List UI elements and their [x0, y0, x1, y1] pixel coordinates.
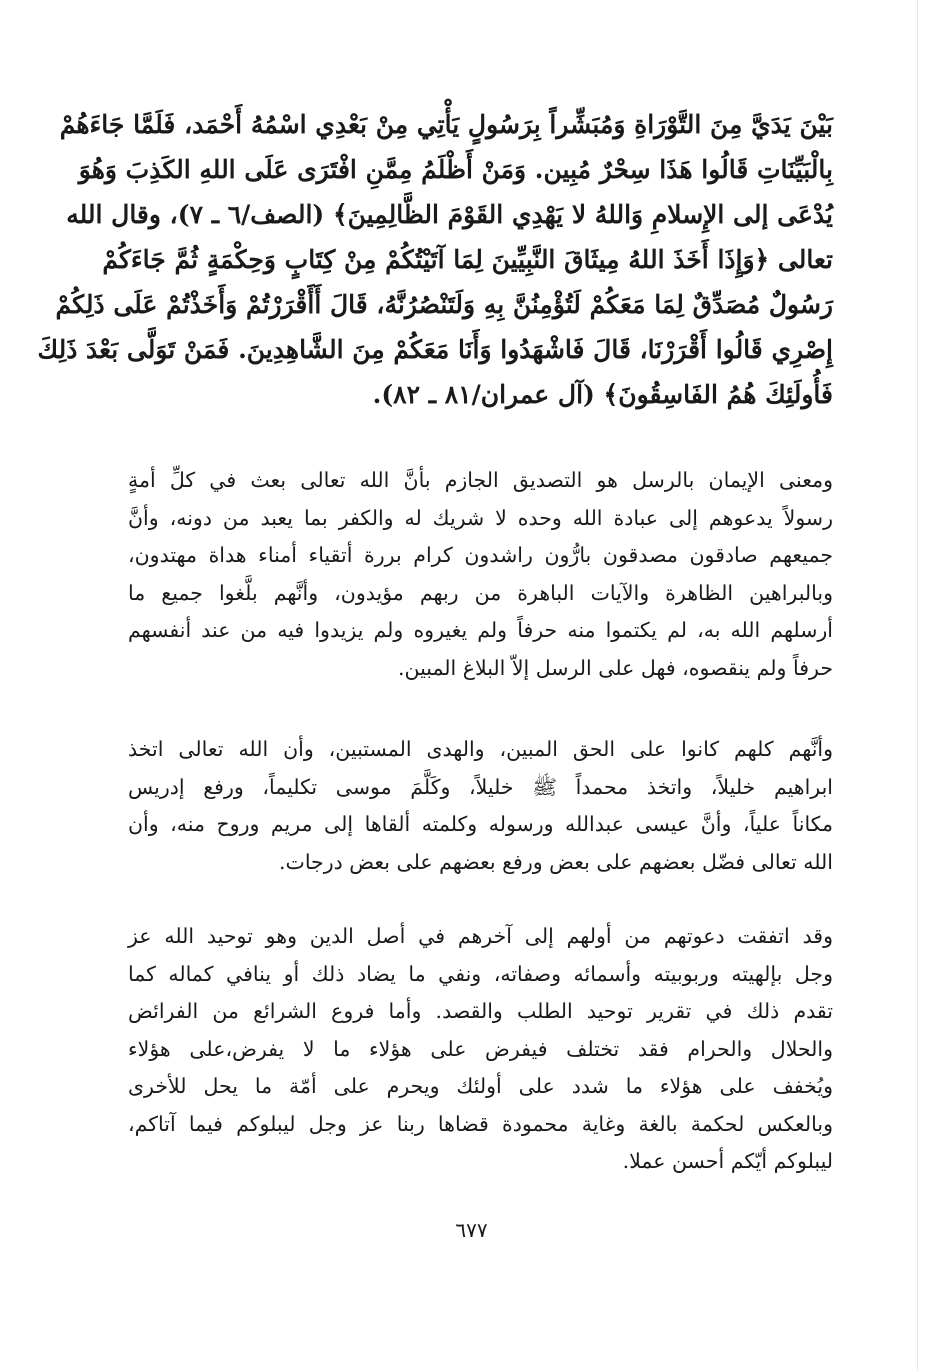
paragraph-line: وقد اتفقت دعوتهم من أولهم إلى آخرهم في أصل الدين وهو توحيد الله عز [128, 924, 833, 948]
paragraph-line: ومعنى الإيمان بالرسل هو التصديق الجازم بأنَّ الله تعالى بعث في كلِّ أمةٍ [128, 468, 833, 492]
paragraph-line: تقدم ذلك في تقرير توحيد الطلب والقصد. وأما فروع الشرائع من الفرائض [128, 999, 833, 1023]
quran-line: إِصْرِي قَالُوا أَقْرَرْنَا، قَالَ فَاشْهَدُوا وَأَنَا مَعَكُمْ مِنَ الشَّاهِدِينَ. فَمَنْ تَوَلَّى بَعْدَ ذَلِكَ [37, 335, 833, 364]
quran-line: تعالى ﴿وَإِذَا أَخَذَ اللهُ مِيثَاقَ النَّبِيِّينَ لِمَا آتَيْتُكُمْ مِنْ كِتَابٍ وَحِكْمَةٍ ثُمَّ جَاءَكُمْ [102, 245, 833, 274]
paragraph-line: ابراهيم خليلاً، واتخذ محمداً ﷺ خليلاً، وكَلَّمَ موسى تكليماً، ورفع إدريس [128, 774, 833, 799]
quran-line: بِالْبَيِّنَاتِ قَالُوا هَذَا سِحْرٌ مُبِين. وَمَنْ أَظْلَمُ مِمَّنِ افْتَرَى عَلَى اللهِ الكَذِبَ وَهُوَ [78, 155, 833, 184]
page-edge-line [917, 0, 918, 1370]
paragraph-line: أرسلهم الله به، لم يكتموا منه حرفاً ولم يغيروه ولم يزيدوا فيه من عند أنفسهم [128, 618, 833, 642]
quran-line: بَيْنَ يَدَيَّ مِنَ التَّوْرَاةِ وَمُبَشِّراً بِرَسُولٍ يَأْتِي مِنْ بَعْدِي اسْمُهُ أَحْمَد، فَلَمَّا جَاءَهُمْ [59, 110, 833, 139]
quran-line: يُدْعَى إلى الإِسلامِ وَاللهُ لا يَهْدِي القَوْمَ الظَّالِمِينَ﴾ (الصف/٦ ـ ٧)، وقال الله [66, 200, 833, 229]
quran-passage [37, 102, 833, 417]
paragraph-line: وبالعكس لحكمة بالغة وغاية محمودة قضاها ربنا عز وجل ليبلوكم فيما آتاكم، [128, 1111, 833, 1136]
paragraph-unified-call [128, 918, 833, 1181]
paragraph-line: الله تعالى فضّل بعضهم على بعض ورفع بعضهم على بعض درجات. [279, 849, 833, 874]
quran-line: رَسُولٌ مُصَدِّقٌ لِمَا مَعَكُمْ لَتُؤْمِنُنَّ بِهِ وَلَتَنْصُرُنَّهُ، قَالَ أَأَقْرَرْتُمْ وَأَخَذْتُمْ عَلَى ذَلِكُمْ [55, 290, 833, 319]
quran-line: فَأُولَئِكَ هُمُ الفَاسِقُونَ﴾ (آل عمران/٨١ ـ ٨٢). [372, 380, 833, 409]
paragraph-line: رسولاً يدعوهم إلى عبادة الله وحده لا شريك له والكفر بما يعبد من دونه، وأنَّ [128, 505, 833, 530]
paragraph-line: جميعهم صادقون مصدقون بارُّون راشدون كرام بررة أتقياء أمناء هداة مهتدون، [128, 543, 833, 567]
paragraph-belief-in-messengers [128, 462, 833, 687]
paragraph-line: مكاناً علياً، وأنَّ عيسى عبدالله ورسوله وكلمته ألقاها إلى مريم وروح منه، وأن [128, 812, 833, 836]
paragraph-messengers-ranks [128, 731, 833, 881]
paragraph-line: وجل بإلهيته وربوبيته وأسمائه وصفاته، ونفي ما يضاد ذلك أو ينافي كماله كما [128, 961, 833, 986]
paragraph-line: وبالبراهين الظاهرة والآيات الباهرة من ربهم مؤيدون، وأنَّهم بلَّغوا جميع ما [128, 580, 833, 605]
paragraph-line: ويُخفف على هؤلاء ما شدد على أولئك ويحرم على أمّة ما يحل للأخرى [128, 1074, 833, 1098]
paragraph-line: وأنَّهم كلهم كانوا على الحق المبين، والهدى المستبين، وأن الله تعالى اتخذ [128, 737, 833, 761]
paragraph-line: والحلال والحرام فقد تختلف فيفرض على هؤلاء ما لا يفرض،على هؤلاء [128, 1036, 833, 1061]
paragraph-line: حرفاً ولم ينقصوه، فهل على الرسل إلاّ البلاغ المبين. [397, 655, 833, 680]
paragraph-line: ليبلوكم أيّكم أحسن عملا. [622, 1149, 833, 1173]
page-number: ٦٧٧ [455, 1218, 488, 1242]
